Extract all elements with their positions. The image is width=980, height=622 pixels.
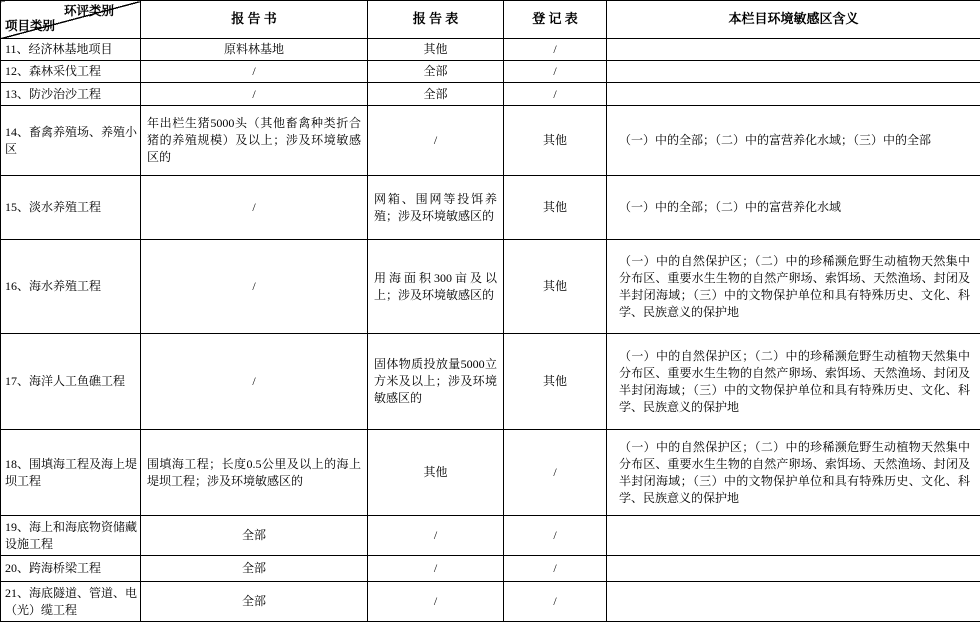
cell-sensitive-meaning: [607, 39, 980, 61]
table-row-14: [1, 106, 980, 176]
cell-registration-form: 其他: [504, 240, 607, 334]
cell-sensitive-meaning: [607, 556, 980, 582]
cell-registration-form: 其他: [504, 106, 607, 176]
cell-report-form: /: [368, 516, 504, 556]
cell-report-form: /: [368, 556, 504, 582]
cell-registration-form: 其他: [504, 176, 607, 240]
cell-category: 17、海洋人工鱼礁工程: [1, 334, 141, 430]
cell-category: 20、跨海桥梁工程: [1, 556, 141, 582]
table-row-11: [1, 39, 980, 61]
cell-sensitive-meaning: [607, 516, 980, 556]
cell-report-form: 其他: [368, 39, 504, 61]
cell-category: 15、淡水养殖工程: [1, 176, 141, 240]
cell-sensitive-meaning: （一）中的全部；（二）中的富营养化水域: [607, 176, 980, 240]
cell-report-form: 其他: [368, 430, 504, 516]
header-row: [1, 1, 980, 39]
cell-report-book: /: [141, 61, 368, 83]
cell-sensitive-meaning: （一）中的自然保护区；（二）中的珍稀濒危野生动植物天然集中分布区、重要水生生物的自然产卵场、索饵场、天然渔场、封闭及半封闭海域；（三）中的文物保护单位和具有特殊历史、文化、科学、民族意义的保护地: [607, 334, 980, 430]
cell-registration-form: /: [504, 516, 607, 556]
cell-registration-form: /: [504, 39, 607, 61]
cell-report-book: /: [141, 240, 368, 334]
cell-registration-form: 其他: [504, 334, 607, 430]
cell-sensitive-meaning: [607, 83, 980, 106]
cell-report-form: 全部: [368, 61, 504, 83]
cell-category: 19、海上和海底物资储藏设施工程: [1, 516, 141, 556]
cell-report-book: 全部: [141, 516, 368, 556]
cell-category: 11、经济林基地项目: [1, 39, 141, 61]
cell-sensitive-meaning: （一）中的自然保护区；（二）中的珍稀濒危野生动植物天然集中分布区、重要水生生物的自然产卵场、索饵场、天然渔场、封闭及半封闭海域；（三）中的文物保护单位和具有特殊历史、文化、科学、民族意义的保护地: [607, 240, 980, 334]
cell-report-book: 全部: [141, 556, 368, 582]
table-row-12: [1, 61, 980, 83]
cell-category: 14、畜禽养殖场、养殖小区: [1, 106, 141, 176]
cell-sensitive-meaning: （一）中的自然保护区；（二）中的珍稀濒危野生动植物天然集中分布区、重要水生生物的自然产卵场、索饵场、天然渔场、封闭及半封闭海域；（三）中的文物保护单位和具有特殊历史、文化、科学、民族意义的保护地: [607, 430, 980, 516]
cell-category: 16、海水养殖工程: [1, 240, 141, 334]
table-row-21: [1, 582, 980, 622]
cell-category: 13、防沙治沙工程: [1, 83, 141, 106]
cell-report-book: 围填海工程；长度0.5公里及以上的海上堤坝工程；涉及环境敏感区的: [141, 430, 368, 516]
table-row-19: [1, 516, 980, 556]
cell-report-book: /: [141, 83, 368, 106]
corner-top-label: 环评类别: [64, 3, 114, 21]
table-row-13: [1, 83, 980, 106]
cell-category: 18、围填海工程及海上堤坝工程: [1, 430, 141, 516]
cell-report-form: /: [368, 106, 504, 176]
cell-report-form: 固体物质投放量5000立方米及以上；涉及环境敏感区的: [368, 334, 504, 430]
cell-report-book: 原料林基地: [141, 39, 368, 61]
cell-report-book: 年出栏生猪5000头（其他畜禽种类折合猪的养殖规模）及以上；涉及环境敏感区的: [141, 106, 368, 176]
col-header-registration-form: 登 记 表: [504, 1, 607, 39]
cell-registration-form: /: [504, 61, 607, 83]
cell-report-book: /: [141, 334, 368, 430]
cell-category: 12、森林采伐工程: [1, 61, 141, 83]
col-header-report-book: 报 告 书: [141, 1, 368, 39]
cell-report-form: 网箱、围网等投饵养殖；涉及环境敏感区的: [368, 176, 504, 240]
cell-sensitive-meaning: [607, 61, 980, 83]
cell-report-book: /: [141, 176, 368, 240]
corner-header-cell: [1, 1, 141, 39]
cell-registration-form: /: [504, 556, 607, 582]
cell-report-form: 全部: [368, 83, 504, 106]
table-row-18: [1, 430, 980, 516]
cell-sensitive-meaning: （一）中的全部；（二）中的富营养化水域；（三）中的全部: [607, 106, 980, 176]
cell-category: 21、海底隧道、管道、电（光）缆工程: [1, 582, 141, 622]
table-row-17: [1, 334, 980, 430]
cell-report-form: /: [368, 582, 504, 622]
table-row-20: [1, 556, 980, 582]
cell-report-book: 全部: [141, 582, 368, 622]
col-header-sensitive-meaning: 本栏目环境敏感区含义: [607, 1, 980, 39]
cell-sensitive-meaning: [607, 582, 980, 622]
cell-registration-form: /: [504, 430, 607, 516]
cell-registration-form: /: [504, 582, 607, 622]
table-row-16: [1, 240, 980, 334]
cell-report-form: 用海面积300亩及以上；涉及环境敏感区的: [368, 240, 504, 334]
cell-registration-form: /: [504, 83, 607, 106]
corner-bottom-label: 项目类别: [5, 18, 55, 36]
table-row-15: [1, 176, 980, 240]
col-header-report-form: 报 告 表: [368, 1, 504, 39]
